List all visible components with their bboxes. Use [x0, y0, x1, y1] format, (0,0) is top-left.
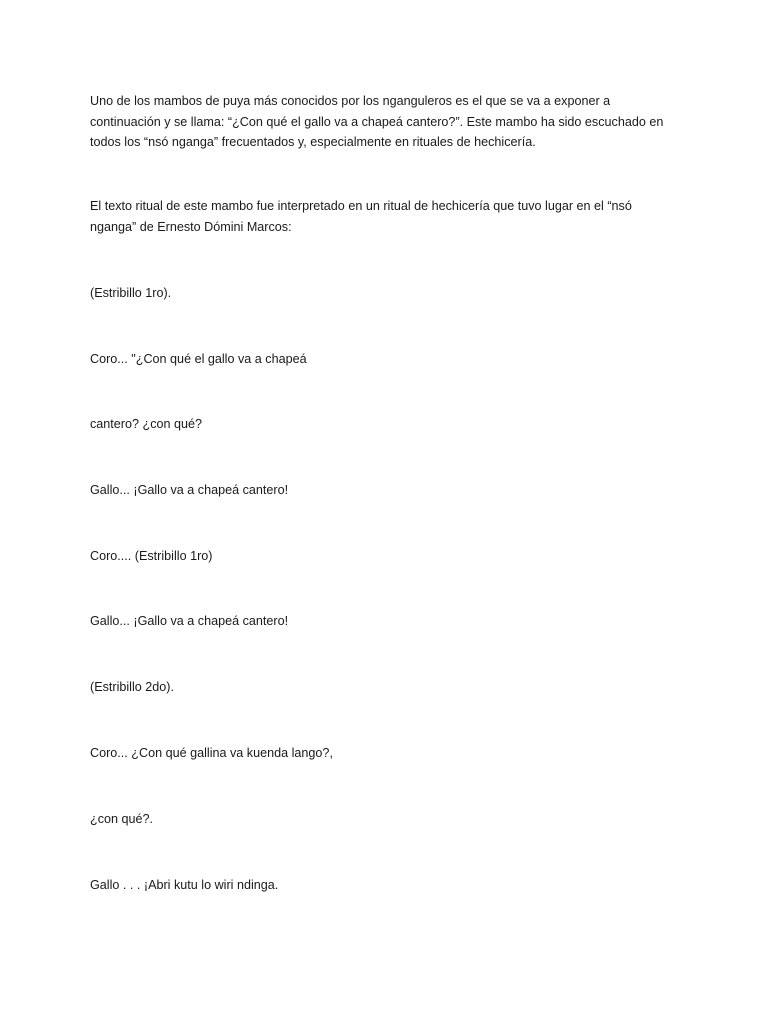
text-line-chorus-2: Coro.... (Estribillo 1ro): [90, 549, 213, 563]
intro-paragraph: Uno de los mambos de puya más conocidos por los nganguleros es el que se va a exponer a continuación y se llama: “¿Con qué el gallo va a chapeá cantero?”. Este mambo ha sido escuchado en todos los “nsó nganga” frecuentados y, especialmente en rituales de hechicería.: [90, 94, 664, 149]
text-line-chorus-1: Coro... "¿Con qué el gallo va a chapeá: [90, 352, 307, 366]
text-line-chorus-1-cont: cantero? ¿con qué?: [90, 417, 203, 431]
text-line-chorus-3: Coro... ¿Con qué gallina va kuenda lango?,: [90, 746, 333, 760]
text-line-refrain-1: (Estribillo 1ro).: [90, 286, 172, 300]
text-line-gallo-2: Gallo... ¡Gallo va a chapeá cantero!: [90, 614, 289, 628]
text-line-refrain-2: (Estribillo 2do).: [90, 680, 174, 694]
text-line-gallo-3: Gallo . . . ¡Abri kutu lo wiri ndinga.: [90, 878, 279, 892]
context-paragraph: El texto ritual de este mambo fue interpretado en un ritual de hechicería que tuvo lugar en el “nsó nganga” de Ernesto Dómini Marcos:: [90, 199, 632, 234]
text-line-chorus-3-cont: ¿con qué?.: [90, 812, 154, 826]
text-line-gallo-1: Gallo... ¡Gallo va a chapeá cantero!: [90, 483, 289, 497]
